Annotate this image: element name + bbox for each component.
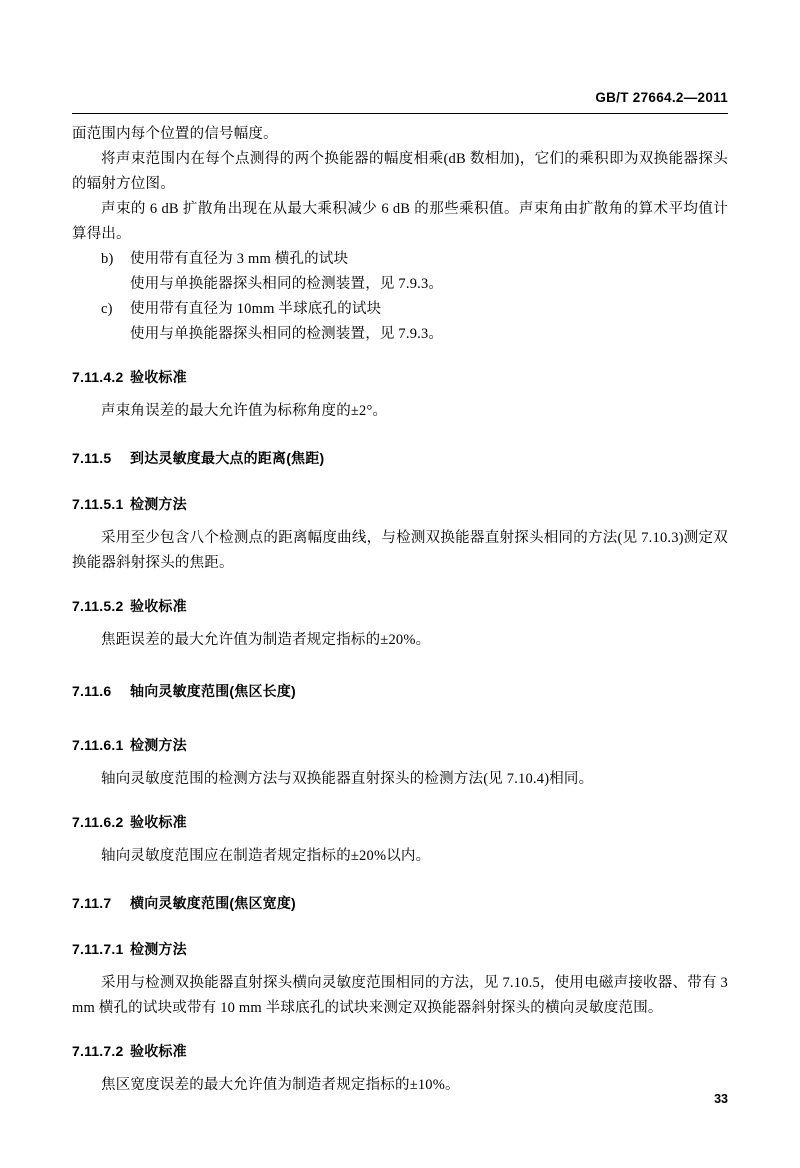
list-item-c-sub: 使用与单换能器探头相同的检测装置，见 7.9.3。	[130, 326, 444, 342]
spacer	[72, 961, 728, 971]
spacer	[72, 1063, 728, 1073]
section-title: 检测方法	[130, 496, 187, 512]
section-title: 到达灵敏度最大点的距离(焦距)	[130, 450, 325, 466]
section-heading-7-11-7	[72, 891, 728, 915]
section-title: 验收标准	[130, 1043, 187, 1059]
paragraph-beam-divergence: 声束的 6 dB 扩散角出现在从最大乘积减少 6 dB 的那些乘积值。声束角由扩散角的算术平均值计算得出。	[72, 201, 728, 242]
section-body-7-11-7-2: 焦区宽度误差的最大允许值为制造者规定指标的±10%。	[101, 1077, 460, 1093]
spacer	[72, 869, 728, 891]
list-item-b	[72, 247, 728, 272]
spacer	[72, 834, 728, 844]
section-heading-7-11-5-1	[72, 492, 728, 516]
page-content	[72, 122, 728, 1098]
section-heading-7-11-6	[72, 679, 728, 703]
section-heading-7-11-5	[72, 446, 728, 470]
list-item-c	[72, 297, 728, 322]
spacer	[72, 792, 728, 810]
list-item-b-text: 使用带有直径为 3 mm 横孔的试块	[130, 251, 349, 267]
section-number: 7.11.4.2	[72, 369, 124, 385]
spacer	[72, 618, 728, 628]
section-body-7-11-6-1: 轴向灵敏度范围的检测方法与双换能器直射探头的检测方法(见 7.10.4)相同。	[101, 771, 594, 787]
list-item-b-sub: 使用与单换能器探头相同的检测装置，见 7.9.3。	[130, 276, 444, 292]
section-number: 7.11.5	[72, 450, 112, 466]
spacer	[72, 576, 728, 594]
section-number: 7.11.7.1	[72, 941, 124, 957]
spacer	[72, 653, 728, 679]
spacer	[72, 424, 728, 446]
paragraph-amplitude-product: 将声束范围内在每个点测得的两个换能器的幅度相乘(dB 数相加)，它们的乘积即为双换能器探头的辐射方位图。	[72, 151, 728, 192]
spacer	[72, 470, 728, 492]
list-item-c-text: 使用带有直径为 10mm 半球底孔的试块	[130, 301, 382, 317]
spacer	[72, 757, 728, 767]
section-heading-7-11-7-1	[72, 937, 728, 961]
section-body-7-11-7-1: 采用与检测双换能器直射探头横向灵敏度范围相同的方法，见 7.10.5，使用电磁声接收器、带有 3 mm 横孔的试块或带有 10 mm 半球底孔的试块来测定双换能器斜射探头的横向灵敏度范围。	[72, 975, 728, 1016]
paragraph-continuation: 面范围内每个位置的信号幅度。	[72, 126, 278, 142]
section-number: 7.11.5.2	[72, 598, 124, 614]
section-title: 轴向灵敏度范围(焦区长度)	[130, 683, 296, 699]
spacer	[72, 389, 728, 399]
section-body-7-11-4-2: 声束角误差的最大允许值为标称角度的±2°。	[101, 403, 388, 419]
list-item-b-marker: b)	[101, 251, 114, 267]
spacer	[72, 516, 728, 526]
section-heading-7-11-5-2	[72, 594, 728, 618]
section-number: 7.11.6.1	[72, 737, 124, 753]
spacer	[72, 1021, 728, 1039]
section-body-7-11-6-2: 轴向灵敏度范围应在制造者规定指标的±20%以内。	[101, 848, 431, 864]
page-number: 33	[714, 1092, 728, 1106]
section-title: 验收标准	[130, 814, 187, 830]
section-heading-7-11-6-1	[72, 733, 728, 757]
page-header-standard-id: GB/T 27664.2—2011	[595, 90, 728, 105]
section-heading-7-11-6-2	[72, 810, 728, 834]
section-title: 检测方法	[130, 941, 187, 957]
section-title: 检测方法	[130, 737, 187, 753]
list-item-c-marker: c)	[101, 301, 113, 317]
section-title: 验收标准	[130, 369, 187, 385]
section-heading-7-11-7-2	[72, 1039, 728, 1063]
spacer	[72, 915, 728, 937]
section-body-7-11-5-2: 焦距误差的最大允许值为制造者规定指标的±20%。	[101, 632, 431, 648]
section-title: 验收标准	[130, 598, 187, 614]
spacer	[72, 347, 728, 365]
spacer	[72, 703, 728, 733]
section-body-7-11-5-1: 采用至少包含八个检测点的距离幅度曲线，与检测双换能器直射探头相同的方法(见 7.10.3)测定双换能器斜射探头的焦距。	[72, 530, 728, 571]
section-number: 7.11.7	[72, 895, 112, 911]
section-number: 7.11.6.2	[72, 814, 124, 830]
section-heading-7-11-4-2	[72, 365, 728, 389]
section-title: 横向灵敏度范围(焦区宽度)	[130, 895, 296, 911]
header-divider	[72, 113, 728, 114]
section-number: 7.11.6	[72, 683, 112, 699]
section-number: 7.11.7.2	[72, 1043, 124, 1059]
section-number: 7.11.5.1	[72, 496, 124, 512]
